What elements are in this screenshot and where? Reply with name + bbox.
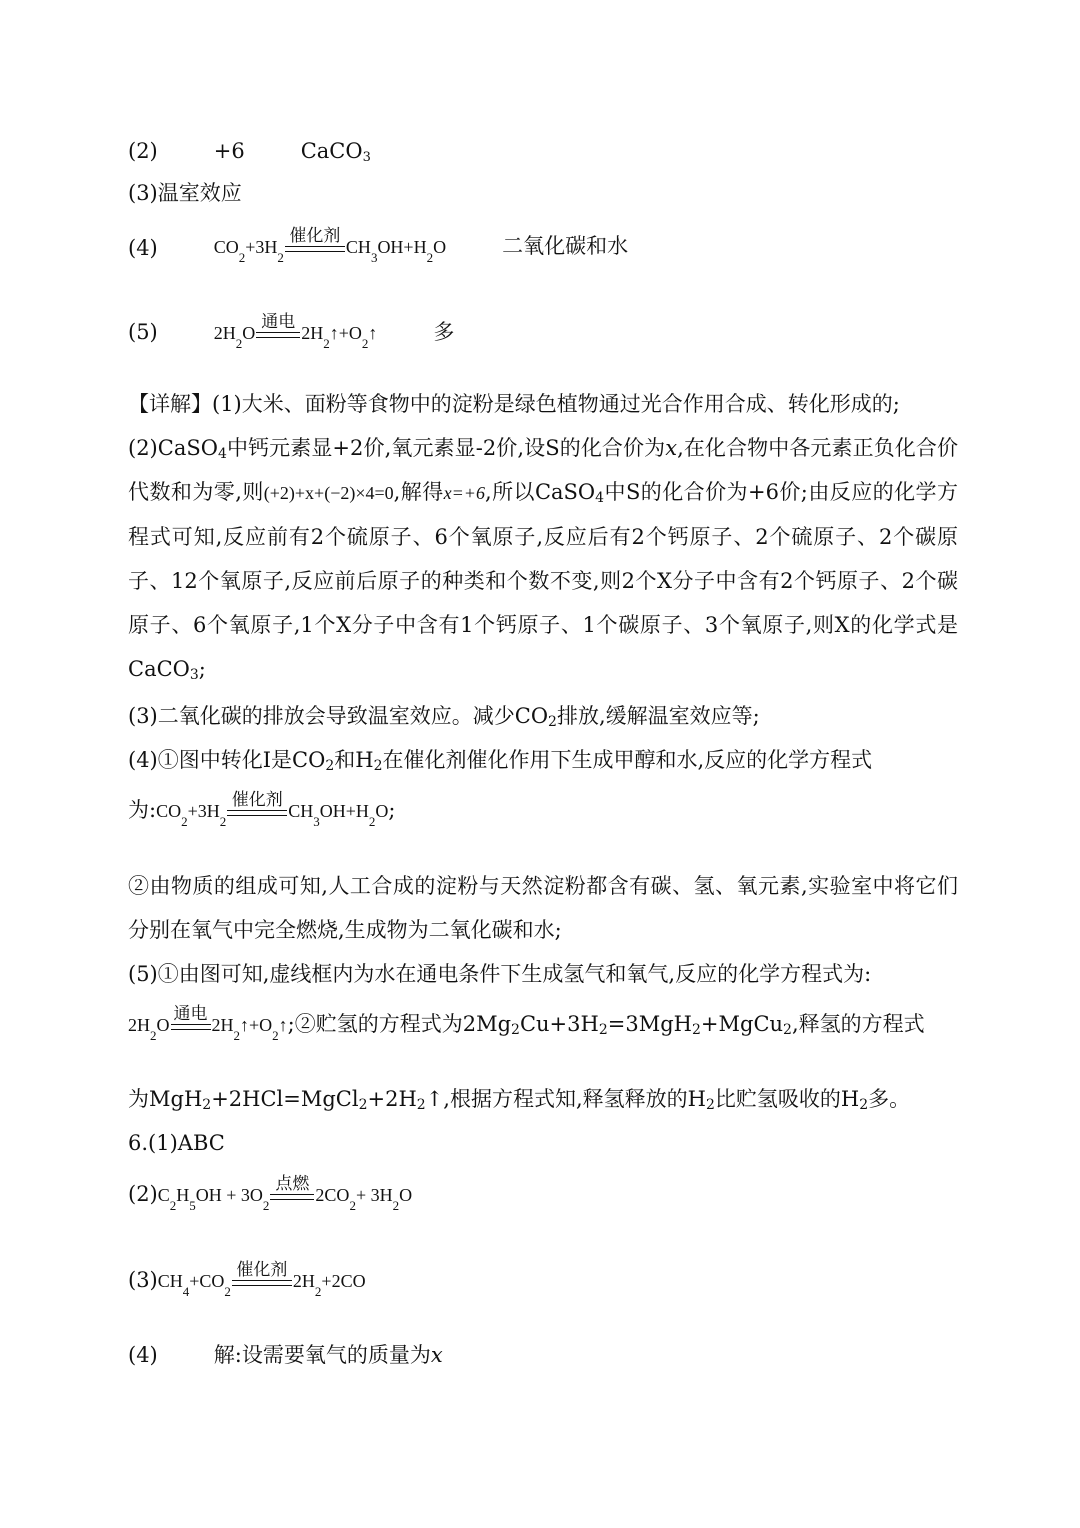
detail-paragraph-4: (4)①图中转化I是$CO_2$和$H_2$在催化剂催化作用下生成甲醇和水,反应的化学方程式 <box>128 748 873 774</box>
reaction-condition: 通电 <box>256 312 300 344</box>
detail-paragraph-4b: ②由物质的组成可知,人工合成的淀粉与天然淀粉都含有碳、氢、氧元素,实验室中将它们分别在氧气中完全燃烧,生成物为二氧化碳和水; <box>128 874 958 942</box>
chemical-equation: 2H 2 O 通电 2H 2 ↑+O 2 ↑ <box>128 1004 288 1043</box>
answer-2 <box>128 136 371 166</box>
item-number: (5) <box>128 320 158 344</box>
question-6-answer-4: (4) 解:设需要氧气的质量为x <box>128 1343 443 1367</box>
answer-4 <box>128 226 629 265</box>
reaction-condition: 催化剂 <box>232 1260 292 1292</box>
detail-paragraph-5b: 为$MgH_2+2HCl=MgCl_2+2H_2↑$,根据方程式知,释氢释放的$H_2$比贮氢吸收的$H_2$多。 <box>128 1087 911 1113</box>
chemical-equation: 2H 2 O 通电 2H 2 ↑+O 2 ↑ <box>213 312 378 351</box>
reaction-condition: 催化剂 <box>227 790 287 822</box>
answer-3: (3)温室效应 <box>128 181 242 205</box>
chemical-equation: CO 2 +3H 2 催化剂 CH 3 OH+H 2 O <box>213 226 447 265</box>
reaction-condition: 催化剂 <box>285 226 345 258</box>
question-6-answer-3: (3) CH 4 +CO 2 催化剂 2H 2 +2CO <box>128 1260 366 1299</box>
detail-equation-5: 2H 2 O 通电 2H 2 ↑+O 2 ↑ ;②贮氢的方程式为$2Mg_2Cu+3H_2=3MgH_2+MgCu_2$,释氢的方程式 <box>128 1004 925 1043</box>
product-answer: 二氧化碳和水 <box>502 234 629 258</box>
reaction-condition: 通电 <box>171 1004 211 1036</box>
chemical-equation: C 2 H 5 OH + 3O 2 点燃 2CO 2 + 3H 2 O <box>157 1174 413 1213</box>
formula-answer: CaCO$_3$ <box>300 139 371 165</box>
detail-paragraph-3: (3)二氧化碳的排放会导致温室效应。减少$CO_2$排放,缓解温室效应等; <box>128 704 760 730</box>
valence-answer: +6 <box>213 139 245 163</box>
chemical-equation: CH 4 +CO 2 催化剂 2H 2 +2CO <box>157 1260 366 1299</box>
detail-equation-4: 为: CO 2 +3H 2 催化剂 CH 3 OH+H 2 O ; <box>128 790 396 829</box>
answer-5 <box>128 312 455 351</box>
question-6-answer-2: (2) C 2 H 5 OH + 3O 2 点燃 2CO 2 + 3H 2 O <box>128 1174 413 1213</box>
item-number: (2) <box>128 139 158 163</box>
detail-paragraph-1: 【详解】(1)大米、面粉等食物中的淀粉是绿色植物通过光合作用合成、转化形成的; <box>128 392 900 416</box>
reaction-condition: 点燃 <box>270 1174 314 1206</box>
chemical-equation: CO 2 +3H 2 催化剂 CH 3 OH+H 2 O <box>156 790 389 829</box>
item-number: (4) <box>128 236 158 260</box>
question-6-answer-1: 6.(1)ABC <box>128 1131 225 1155</box>
comparison-answer: 多 <box>433 320 455 344</box>
detail-paragraph-2: (2)CaSO$_4$中钙元素显+2价,氧元素显-2价,设S的化合价为x,在化合物中各元素正负化合价代数和为零,则(+2)+x+(−2)×4=0,解得x=+6,所以CaSO$_4$中S的化合价为+6价;由反应的化学方程式可知,反应前有2个硫原子、6个氧原子,反应后有2个钙原子、2个硫原子、2个碳原子、12个氧原子,反应前后原子的种类和个数不变,则2个X分子中含有2个钙原子、2个碳原子、6个氧原子,1个X分子中含有1个钙原子、1个碳原子、3个氧原子,则X的化学式是CaCO$_3$; <box>128 436 958 683</box>
detail-paragraph-5: (5)①由图可知,虚线框内为水在通电条件下生成氢气和氧气,反应的化学方程式为: <box>128 962 872 986</box>
